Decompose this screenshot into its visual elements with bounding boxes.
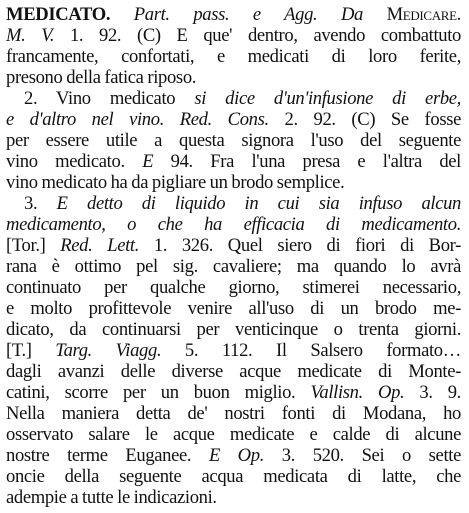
text-run: rana è ottimo pel sig. cavaliere; ma quando lo avrà: [6, 256, 461, 277]
text-run: 2. Vino medicato: [24, 88, 195, 109]
text-line: [6, 466, 461, 487]
text-line: [6, 277, 461, 298]
text-run: e molto profittevole venire all'uso di un brodo me-: [6, 298, 461, 319]
entry-body: [6, 4, 461, 508]
headword: MEDICATO.: [6, 4, 111, 25]
italic-run: Da: [340, 4, 387, 25]
text-run: 3.: [24, 193, 57, 214]
text-run: 1. 92. (C) E que' dentro, avendo combattuto: [54, 25, 461, 46]
text-run: [110, 4, 134, 25]
text-line: [6, 67, 461, 88]
text-run: osservato salare le acque medicate e calde di alcune: [6, 424, 461, 445]
text-run: 3. 520. Sei o sette: [264, 445, 461, 466]
italic-run: Red. Cons.: [179, 109, 269, 130]
text-run: 94. Fra l'una presa e l'altra del: [153, 151, 461, 172]
text-line: [6, 130, 461, 151]
text-line: [6, 382, 461, 403]
italic-run: medicamento, o che ha efficacia di medicamento.: [6, 214, 461, 235]
text-run: 5. 112. Il Salsero formato…: [161, 340, 461, 361]
text-line: [6, 109, 461, 130]
text-run: vino medicato.: [6, 151, 143, 172]
text-run: 1. 326. Quel siero di fiori di Bor-: [139, 235, 461, 256]
text-run: nostre terme Euganee.: [6, 445, 209, 466]
text-line: [6, 424, 461, 445]
italic-run: Red. Lett.: [60, 235, 140, 256]
text-line: [6, 403, 461, 424]
italic-run: Targ. Viagg.: [55, 340, 162, 361]
text-run: 3. 9.: [404, 382, 461, 403]
text-line: [6, 319, 461, 340]
text-line: [6, 172, 461, 193]
text-line: [6, 25, 461, 46]
text-run: [317, 4, 341, 25]
text-run: dagli avanzi delle diverse acque medicate di Monte-: [6, 361, 461, 382]
text-run: vino medicato ha da pigliare un brodo semplice.: [6, 172, 345, 193]
small-caps-run: Medicare: [386, 4, 457, 25]
text-line: [6, 46, 461, 67]
text-line: [6, 487, 461, 508]
italic-run: Part. pass. e Agg.: [133, 4, 318, 25]
text-run: francamente, confortati, e medicati di loro ferite,: [6, 46, 461, 67]
text-line: [6, 256, 461, 277]
italic-run: E detto di liquido in cui sia infuso alcun: [56, 193, 461, 214]
text-line: [6, 361, 461, 382]
text-line: [6, 151, 461, 172]
text-run: adempie a tutte le indicazioni.: [6, 487, 217, 508]
text-run: presono della fatica riposo.: [6, 67, 197, 88]
text-run: oncie della seguente acqua medicata di latte, che: [6, 466, 461, 487]
text-run: Nella maniera detta de' nostri fonti di Modana, ho: [6, 403, 461, 424]
text-line: [6, 298, 461, 319]
italic-run: si dice d'un'infusione di erbe,: [194, 88, 461, 109]
text-run: [Tor.]: [6, 235, 61, 256]
text-run: .: [456, 4, 461, 25]
text-line: [6, 445, 461, 466]
italic-run: E: [142, 151, 154, 172]
text-line: [6, 88, 461, 109]
text-run: dicato, da continuarsi per venticinque o trenta giorni.: [6, 319, 461, 340]
text-line: [6, 214, 461, 235]
italic-run: M. V.: [6, 25, 55, 46]
text-line: [6, 193, 461, 214]
text-line: [6, 235, 461, 256]
text-line: [6, 4, 461, 25]
text-run: [164, 109, 180, 130]
text-run: [T.]: [6, 340, 56, 361]
text-run: continuato per qualche giorno, stimerei necessario,: [6, 277, 461, 298]
text-line: [6, 340, 461, 361]
italic-run: e d'altro nel vino.: [6, 109, 164, 130]
text-run: catini, scorre per un buon miglio.: [6, 382, 311, 403]
text-run: per essere utile a questa signora l'uso del seguente: [6, 130, 461, 151]
italic-run: E Op.: [208, 445, 265, 466]
italic-run: Vallisn. Op.: [310, 382, 405, 403]
text-run: 2. 92. (C) Se fosse: [268, 109, 461, 130]
